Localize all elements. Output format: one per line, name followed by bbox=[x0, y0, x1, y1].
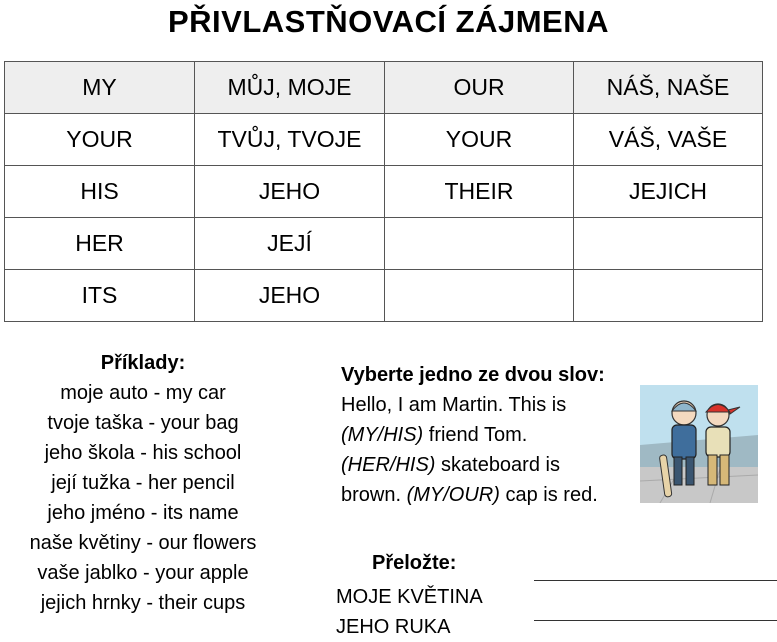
table-cell bbox=[574, 270, 763, 322]
table-cell: JEJÍ bbox=[195, 218, 385, 270]
table-cell bbox=[385, 270, 574, 322]
table-row bbox=[5, 218, 763, 270]
table-row bbox=[5, 62, 763, 114]
pronoun-table bbox=[4, 61, 763, 322]
example-item: jeho škola - his school bbox=[44, 442, 242, 464]
table-cell bbox=[385, 218, 574, 270]
boys-skateboard-illustration bbox=[640, 385, 758, 503]
table-cell: OUR bbox=[385, 62, 574, 114]
exercise-heading: Vyberte jedno ze dvou slov: bbox=[341, 364, 605, 386]
exercise-line bbox=[341, 420, 641, 450]
table-cell: THEIR bbox=[385, 166, 574, 218]
exercise-line bbox=[341, 480, 641, 510]
exercise-text: friend Tom. bbox=[423, 424, 528, 446]
table-cell: HER bbox=[5, 218, 195, 270]
table-cell: TVŮJ, TVOJE bbox=[195, 114, 385, 166]
table-cell: HIS bbox=[5, 166, 195, 218]
table-row bbox=[5, 114, 763, 166]
examples-heading: Příklady: bbox=[100, 352, 186, 374]
exercise-text: brown. bbox=[341, 484, 407, 506]
table-cell: YOUR bbox=[5, 114, 195, 166]
table-cell bbox=[574, 218, 763, 270]
table-cell: VÁŠ, VAŠE bbox=[574, 114, 763, 166]
table-cell: ITS bbox=[5, 270, 195, 322]
answer-line[interactable] bbox=[534, 620, 777, 621]
example-item: naše květiny - our flowers bbox=[29, 532, 257, 554]
choice-option[interactable]: (HER/HIS) bbox=[341, 454, 436, 476]
table-cell: JEHO bbox=[195, 166, 385, 218]
exercise-line: Hello, I am Martin. This is bbox=[341, 394, 567, 416]
table-cell: MŮJ, MOJE bbox=[195, 62, 385, 114]
example-item: moje auto - my car bbox=[60, 382, 226, 404]
page-title: PŘIVLASTŇOVACÍ ZÁJMENA bbox=[167, 4, 609, 39]
table-cell: NÁŠ, NAŠE bbox=[574, 62, 763, 114]
table-row bbox=[5, 166, 763, 218]
choice-option[interactable]: (MY/HIS) bbox=[341, 424, 424, 446]
example-item: její tužka - her pencil bbox=[51, 472, 235, 494]
answer-line[interactable] bbox=[534, 580, 777, 581]
table-cell: MY bbox=[5, 62, 195, 114]
translate-item: JEHO RUKA bbox=[336, 616, 451, 638]
table-cell: YOUR bbox=[385, 114, 574, 166]
example-item: jeho jméno - its name bbox=[47, 502, 239, 524]
exercise-line bbox=[341, 450, 641, 480]
translate-item: MOJE KVĚTINA bbox=[336, 586, 483, 608]
table-row bbox=[5, 270, 763, 322]
examples-section bbox=[0, 348, 286, 618]
choice-option[interactable]: (MY/OUR) bbox=[406, 484, 500, 506]
exercise-text: cap is red. bbox=[499, 484, 598, 506]
example-item: vaše jablko - your apple bbox=[37, 562, 249, 584]
exercise-section bbox=[341, 360, 641, 510]
translate-heading: Přeložte: bbox=[372, 552, 457, 574]
example-item: tvoje taška - your bag bbox=[47, 412, 239, 434]
table-cell: JEHO bbox=[195, 270, 385, 322]
table-cell: JEJICH bbox=[574, 166, 763, 218]
example-item: jejich hrnky - their cups bbox=[40, 592, 246, 614]
exercise-text: skateboard is bbox=[435, 454, 560, 476]
